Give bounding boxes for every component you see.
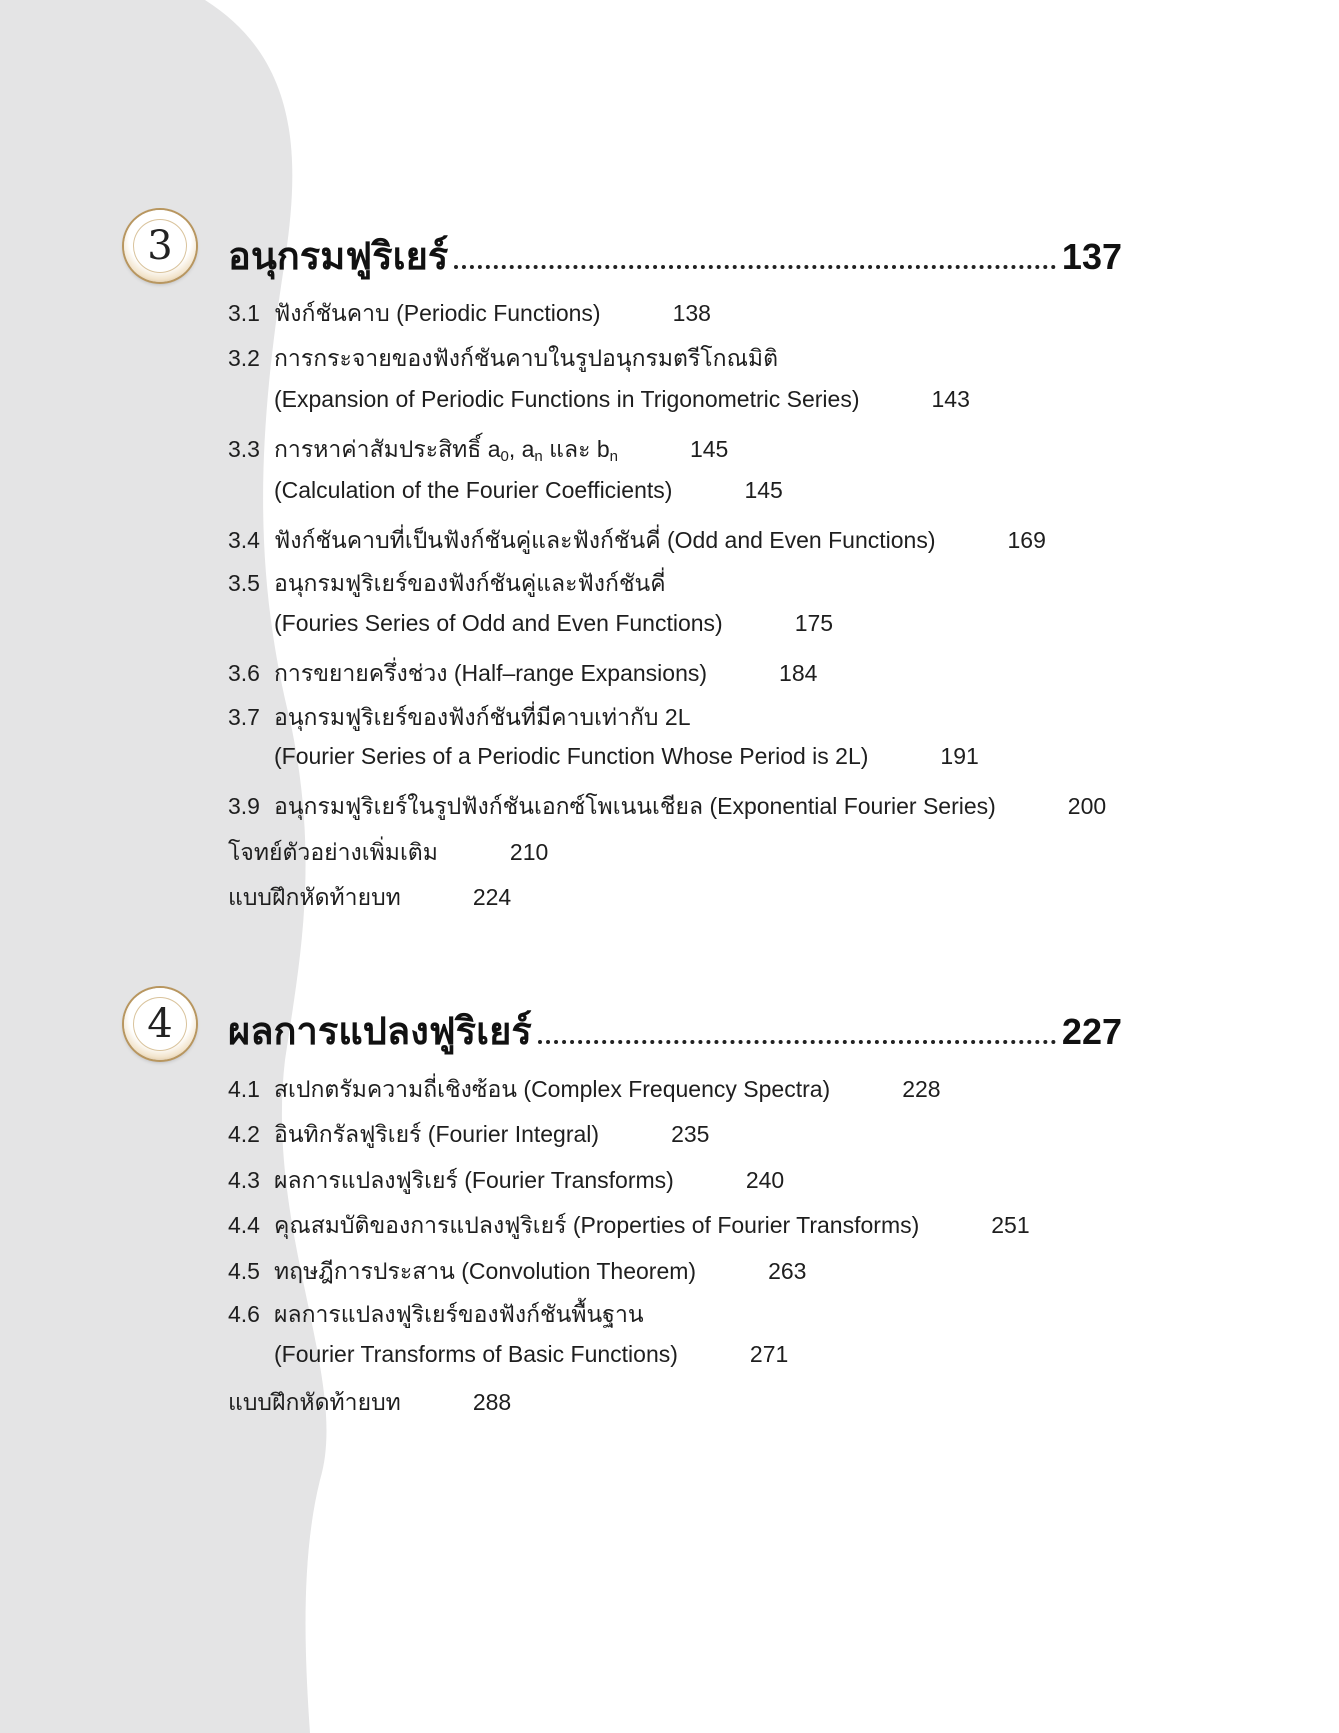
section-number: 4.4 [228, 1212, 260, 1238]
section-title: การกระจายของฟังก์ชันคาบในรูปอนุกรมตรีโกณมิติ [274, 345, 779, 371]
section-title: การหาค่าสัมประสิทธิ์ $a_0$, $a_n$ และ $b_n$ [274, 436, 618, 465]
chapter-number: 3 [147, 223, 173, 269]
section-page: 263 [768, 1258, 807, 1284]
section-page: 288 [472, 1389, 512, 1415]
section-title: (Fouries Series of Odd and Even Functions) [274, 610, 723, 636]
toc-entry-continuation[interactable] [274, 743, 979, 783]
section-title: ผลการแปลงฟูริเยร์ของฟังก์ชันพื้นฐาน [274, 1301, 644, 1327]
toc-entry-continuation[interactable] [274, 610, 833, 650]
section-page: 145 [744, 477, 783, 503]
toc-entry[interactable] [228, 341, 778, 381]
toc-entry[interactable] [228, 1072, 941, 1112]
chapter-heading[interactable] [228, 1000, 1122, 1056]
section-page: 271 [749, 1341, 789, 1367]
section-title: (Fourier Transforms of Basic Functions) [274, 1341, 678, 1367]
chapter-heading[interactable] [228, 225, 1122, 281]
section-title: ฟังก์ชันคาบ (Periodic Functions) [274, 300, 601, 326]
section-number: 3.3 [228, 436, 260, 462]
section-page: 175 [794, 610, 834, 636]
toc-entry[interactable] [228, 566, 666, 606]
toc-entry[interactable] [228, 1385, 511, 1425]
section-page: 169 [1007, 527, 1046, 553]
chapter-page: 227 [1061, 1011, 1122, 1052]
chapter-number: 4 [147, 1001, 173, 1047]
section-number: 3.6 [228, 660, 260, 686]
toc-entry[interactable] [228, 1254, 806, 1294]
section-page: 200 [1067, 793, 1107, 819]
section-number: 4.2 [228, 1121, 260, 1147]
section-page: 191 [940, 743, 979, 769]
section-title: ผลการแปลงฟูริเยร์ (Fourier Transforms) [274, 1167, 674, 1193]
section-title: (Fourier Series of a Periodic Function Whose Period is 2L) [274, 743, 869, 769]
toc-entry[interactable] [228, 1208, 1030, 1248]
section-page: 235 [671, 1121, 710, 1147]
section-page: 224 [472, 884, 512, 910]
toc-entry[interactable] [228, 1297, 644, 1337]
toc-entry[interactable] [228, 835, 548, 875]
section-number: 3.1 [228, 300, 260, 326]
section-page: 143 [931, 386, 970, 412]
section-page: 251 [991, 1212, 1030, 1238]
section-number: 4.3 [228, 1167, 260, 1193]
section-title: แบบฝึกหัดท้ายบท [228, 884, 401, 910]
chapter-title: ผลการแปลงฟูริเยร์ [228, 1011, 532, 1053]
section-title: (Expansion of Periodic Functions in Trigonometric Series) [274, 386, 860, 412]
section-number: 3.7 [228, 704, 260, 730]
toc-entry-continuation[interactable] [274, 477, 783, 517]
leader-dots [538, 1036, 1056, 1044]
chapter-number-badge [124, 988, 196, 1060]
section-title: อนุกรมฟูริเยร์ของฟังก์ชันคู่และฟังก์ชันคี่ [274, 570, 666, 596]
chapter-title: อนุกรมฟูริเยร์ [228, 236, 449, 278]
section-number: 4.5 [228, 1258, 260, 1284]
toc-entry[interactable] [228, 880, 511, 920]
chapter-number-badge [124, 210, 196, 282]
toc-entry-continuation[interactable] [274, 1341, 788, 1381]
section-page: 184 [779, 660, 818, 686]
toc-entry[interactable] [228, 432, 728, 472]
toc-entry[interactable] [228, 700, 691, 740]
toc-entry-continuation[interactable] [274, 386, 970, 426]
section-title: อนุกรมฟูริเยร์ในรูปฟังก์ชันเอกซ์โพเนนเชียล (Exponential Fourier Series) [274, 793, 996, 819]
section-title: โจทย์ตัวอย่างเพิ่มเติม [228, 839, 438, 865]
chapter-page: 137 [1061, 236, 1122, 277]
section-page: 138 [672, 300, 711, 326]
section-title: ฟังก์ชันคาบที่เป็นฟังก์ชันคู่และฟังก์ชันคี่ (Odd and Even Functions) [274, 527, 936, 553]
toc-entry[interactable] [228, 789, 1106, 829]
section-page: 210 [509, 839, 549, 865]
section-number: 4.1 [228, 1076, 260, 1102]
section-title: การขยายครึ่งช่วง (Half–range Expansions) [274, 660, 708, 686]
section-number: 3.5 [228, 570, 260, 596]
section-title: สเปกตรัมความถี่เชิงซ้อน (Complex Frequency Spectra) [274, 1076, 831, 1102]
section-page: 228 [902, 1076, 941, 1102]
section-number: 3.4 [228, 527, 260, 553]
section-number: 3.9 [228, 793, 260, 819]
section-title: อินทิกรัลฟูริเยร์ (Fourier Integral) [274, 1121, 600, 1147]
toc-entry[interactable] [228, 656, 817, 696]
section-number: 3.2 [228, 345, 260, 371]
section-page: 240 [745, 1167, 785, 1193]
leader-dots [454, 261, 1056, 269]
section-title: ทฤษฎีการประสาน (Convolution Theorem) [274, 1258, 697, 1284]
section-page: 145 [689, 436, 729, 462]
section-title: แบบฝึกหัดท้ายบท [228, 1389, 401, 1415]
section-title: (Calculation of the Fourier Coefficients) [274, 477, 673, 503]
toc-entry[interactable] [228, 1117, 709, 1157]
section-title: คุณสมบัติของการแปลงฟูริเยร์ (Properties of Fourier Transforms) [274, 1212, 920, 1238]
toc-entry[interactable] [228, 523, 1046, 563]
section-number: 4.6 [228, 1301, 260, 1327]
toc-entry[interactable] [228, 296, 711, 336]
section-title: อนุกรมฟูริเยร์ของฟังก์ชันที่มีคาบเท่ากับ 2L [274, 704, 691, 730]
toc-entry[interactable] [228, 1163, 784, 1203]
